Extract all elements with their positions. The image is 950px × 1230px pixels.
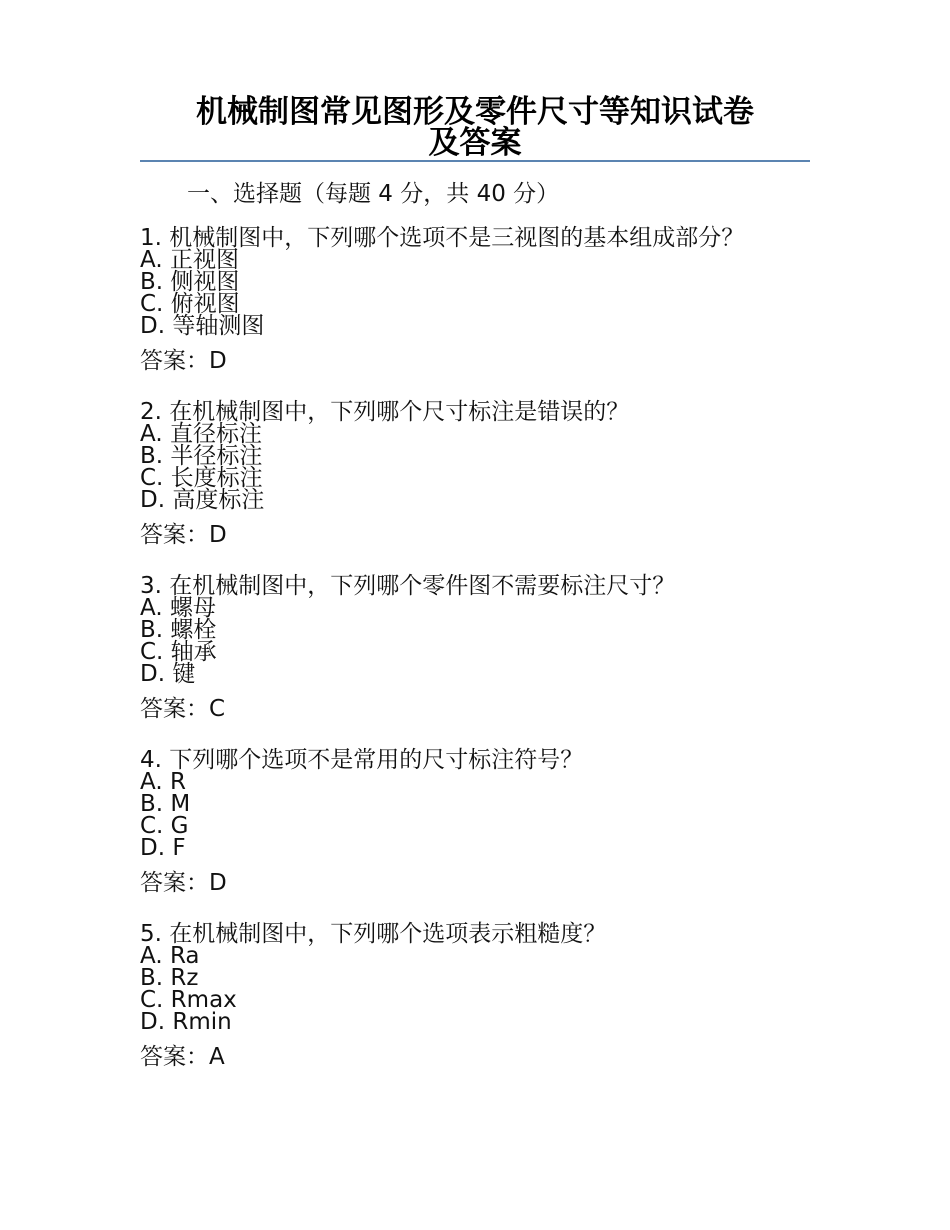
- answer: 答案：A: [140, 1044, 225, 1070]
- option-c: C. 长度标注: [140, 465, 263, 491]
- question-4: [140, 749, 583, 897]
- option-d: D. 高度标注: [140, 487, 265, 513]
- option-c: C. G: [140, 813, 189, 839]
- option-b: B. 螺栓: [140, 617, 217, 643]
- option-a: A. 螺母: [140, 595, 216, 621]
- question-1: [140, 227, 744, 375]
- option-a: A. 直径标注: [140, 421, 262, 447]
- question-stem: 4. 下列哪个选项不是常用的尺寸标注符号？: [140, 747, 584, 773]
- question-stem: 5. 在机械制图中，下列哪个选项表示粗糙度？: [140, 921, 607, 947]
- option-b: B. 侧视图: [140, 269, 240, 295]
- option-c: C. Rmax: [140, 987, 237, 1013]
- question-stem: 1. 机械制图中，下列哪个选项不是三视图的基本组成部分？: [140, 225, 745, 251]
- option-b: B. M: [140, 791, 191, 817]
- option-d: D. Rmin: [140, 1009, 232, 1035]
- document-title-line-1: 机械制图常见图形及零件尺寸等知识试卷: [196, 94, 754, 130]
- question-stem: 2. 在机械制图中，下列哪个尺寸标注是错误的？: [140, 399, 630, 425]
- option-b: B. Rz: [140, 965, 199, 991]
- question-stem: 3. 在机械制图中，下列哪个零件图不需要标注尺寸？: [140, 573, 676, 599]
- title-divider: [140, 160, 810, 162]
- option-a: A. R: [140, 769, 186, 795]
- option-d: D. 等轴测图: [140, 313, 265, 339]
- document-title: [140, 94, 810, 161]
- option-a: A. Ra: [140, 943, 200, 969]
- question-3: [140, 575, 675, 723]
- option-d: D. 键: [140, 661, 196, 687]
- option-d: D. F: [140, 835, 186, 861]
- section-heading: 一、选择题（每题 4 分，共 40 分）: [187, 181, 560, 207]
- document-title-line-2: 及答案: [428, 125, 522, 161]
- question-2: [140, 401, 629, 549]
- option-c: C. 俯视图: [140, 291, 240, 317]
- answer: 答案：D: [140, 522, 227, 548]
- option-a: A. 正视图: [140, 247, 239, 273]
- option-c: C. 轴承: [140, 639, 217, 665]
- answer: 答案：C: [140, 696, 226, 722]
- answer: 答案：D: [140, 870, 227, 896]
- question-5: [140, 923, 606, 1071]
- answer: 答案：D: [140, 348, 227, 374]
- option-b: B. 半径标注: [140, 443, 263, 469]
